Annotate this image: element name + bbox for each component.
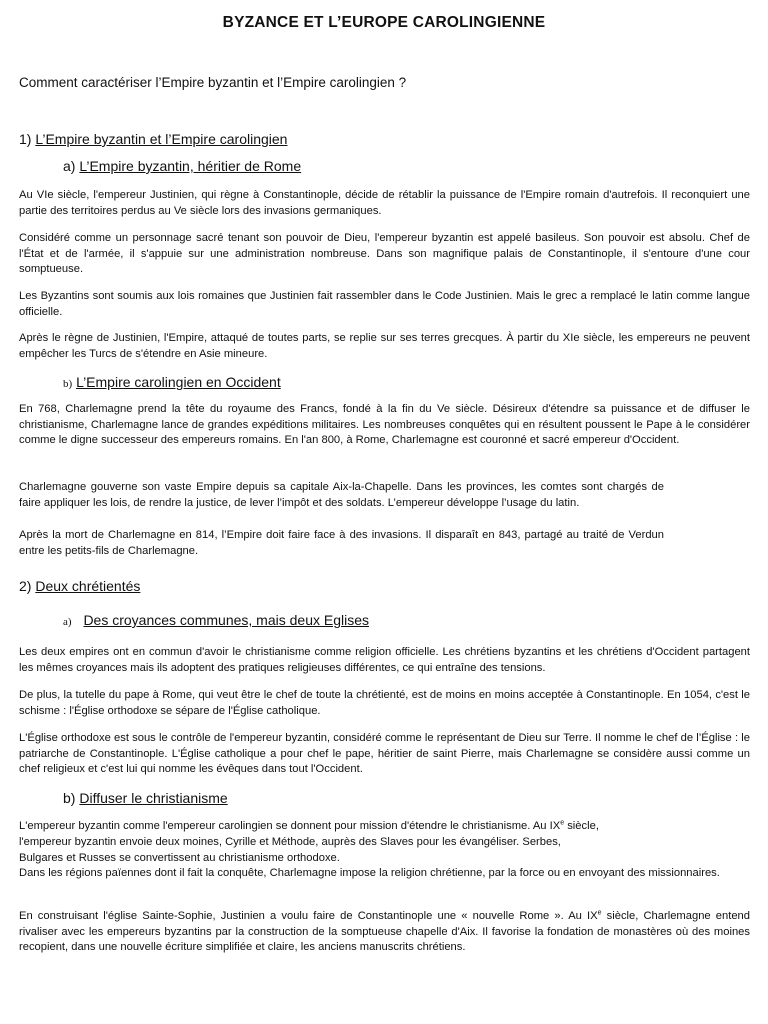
- paragraph: Après le règne de Justinien, l'Empire, attaqué de toutes parts, se replie sur ses terres grecques. À partir du XIe siècle, les empereurs ne peuvent empêcher les Turcs de s'étendre en Asie mineure.: [19, 332, 750, 360]
- text-line: l'empereur byzantin envoie deux moines, Cyrille et Méthode, auprès des Slaves pour les évangéliser. Serbes,: [19, 836, 561, 848]
- subsection-1b-title: L’Empire carolingien en Occident: [76, 374, 281, 390]
- paragraph: [19, 909, 750, 956]
- subsection-2b-heading: [63, 790, 228, 806]
- paragraph: Les deux empires ont en commun d'avoir le christianisme comme religion officielle. Les chrétiens byzantins et les chrétiens d'Occident partagent les mêmes croyances mais ils adoptent des pratiques religieuses différentes, ce qui entraîne des tensions.: [19, 646, 750, 674]
- text-segment: siècle,: [564, 820, 599, 832]
- paragraph: Dans les régions païennes dont il fait la conquête, Charlemagne impose la religion chrétienne, par la force ou en envoyant des missionnaires.: [19, 867, 720, 879]
- subsection-2a-marker: a): [63, 616, 72, 628]
- guiding-question: Comment caractériser l’Empire byzantin et l’Empire carolingien ?: [19, 75, 407, 90]
- subsection-1b-heading: [63, 374, 281, 390]
- section-2-title: Deux chrétientés: [35, 578, 141, 594]
- subsection-1a-marker: a): [63, 158, 76, 174]
- section-1-title: L’Empire byzantin et l’Empire carolingien: [35, 131, 288, 147]
- paragraph: L'Église orthodoxe est sous le contrôle de l'empereur byzantin, considéré comme le représentant de Dieu sur Terre. Il nomme le chef de l’Église : le patriarche de Constantinople. L'Église catholique a pour chef le pape, héritier de saint Pierre, mais Charlemagne se considère aussi comme un chef religieux et c'est lui qui nomme les évêques dans tout l'Occident.: [19, 732, 750, 775]
- subsection-2b-title: Diffuser le christianisme: [79, 790, 228, 806]
- superscript: e: [597, 909, 602, 917]
- text-segment: L'empereur byzantin comme l'empereur carolingien se donnent pour mission d'étendre le christianisme. Au IX: [19, 820, 561, 832]
- paragraph: Au VIe siècle, l'empereur Justinien, qui règne à Constantinople, décide de rétablir la puissance de l'Empire romain d'autrefois. Il reconquiert une partie des territoires perdus au Ve siècle lors des invasions germaniques.: [19, 189, 750, 217]
- paragraph: Considéré comme un personnage sacré tenant son pouvoir de Dieu, l'empereur byzantin est appelé basileus. Son pouvoir est absolu. Chef de l'État et de l'armée, il s'appuie sur une administration nombreuse. Dans son magnifique palais de Constantinople, il s'entoure d'une cour somptueuse.: [19, 232, 750, 275]
- subsection-1b-marker: b): [63, 378, 73, 390]
- subsection-1a-heading: [63, 158, 301, 174]
- text-line: [19, 819, 599, 835]
- text-segment: siècle, Charlemagne entend rivaliser avec les empereurs byzantins par la construction de la somptueuse chapelle d'Aix. Il favorise la fondation de monastères où des moines recopient, dans une nouvelle écriture simplifiée et claire, les anciens manuscrits chrétiens.: [19, 910, 750, 953]
- subsection-2b-marker: b): [63, 790, 76, 806]
- paragraph: Après la mort de Charlemagne en 814, l’Empire doit faire face à des invasions. Il disparaît en 843, partagé au traité de Verdun entre les petits-fils de Charlemagne.: [19, 529, 664, 558]
- page-title: BYZANCE ET L’EUROPE CAROLINGIENNE: [222, 14, 546, 31]
- section-1-number: 1): [19, 131, 32, 147]
- section-1-heading: [19, 131, 287, 147]
- text-segment: En construisant l'église Sainte-Sophie, Justinien a voulu faire de Constantinople une « nouvelle Rome ». Au IX: [19, 910, 598, 922]
- paragraph: En 768, Charlemagne prend la tête du royaume des Francs, fondé à la fin du Ve siècle. Désireux d'étendre sa puissance et de diffuser le christianisme, Charlemagne lance de grandes expéditions militaires. Les nombreuses conquêtes qui en résultent poussent le Pape à le considérer comme le digne successeur des empereurs romains. En l'an 800, à Rome, Charlemagne est couronné et sacré empereur d'Occident.: [19, 403, 750, 446]
- text-line: Bulgares et Russes se convertissent au christianisme orthodoxe.: [19, 852, 340, 864]
- paragraph: Charlemagne gouverne son vaste Empire depuis sa capitale Aix-la-Chapelle. Dans les provinces, les comtes sont chargés de faire appliquer les lois, de rendre la justice, de lever l’impôt et des soldats. L’empereur développe l’usage du latin.: [19, 481, 664, 510]
- paragraph: Les Byzantins sont soumis aux lois romaines que Justinien fait rassembler dans le Code Justinien. Mais le grec a remplacé le latin comme langue officielle.: [19, 290, 750, 318]
- paragraph: De plus, la tutelle du pape à Rome, qui veut être le chef de toute la chrétienté, est de moins en moins acceptée à Constantinople. En 1054, c'est le schisme : l'Église orthodoxe se sépare de l'Église catholique.: [19, 689, 750, 717]
- subsection-2a-title: Des croyances communes, mais deux Eglises: [83, 612, 369, 628]
- subsection-1a-title: L’Empire byzantin, héritier de Rome: [79, 158, 302, 174]
- section-2-number: 2): [19, 578, 32, 594]
- subsection-2a-heading: [63, 612, 369, 628]
- section-2-heading: [19, 578, 140, 594]
- superscript: e: [560, 819, 565, 827]
